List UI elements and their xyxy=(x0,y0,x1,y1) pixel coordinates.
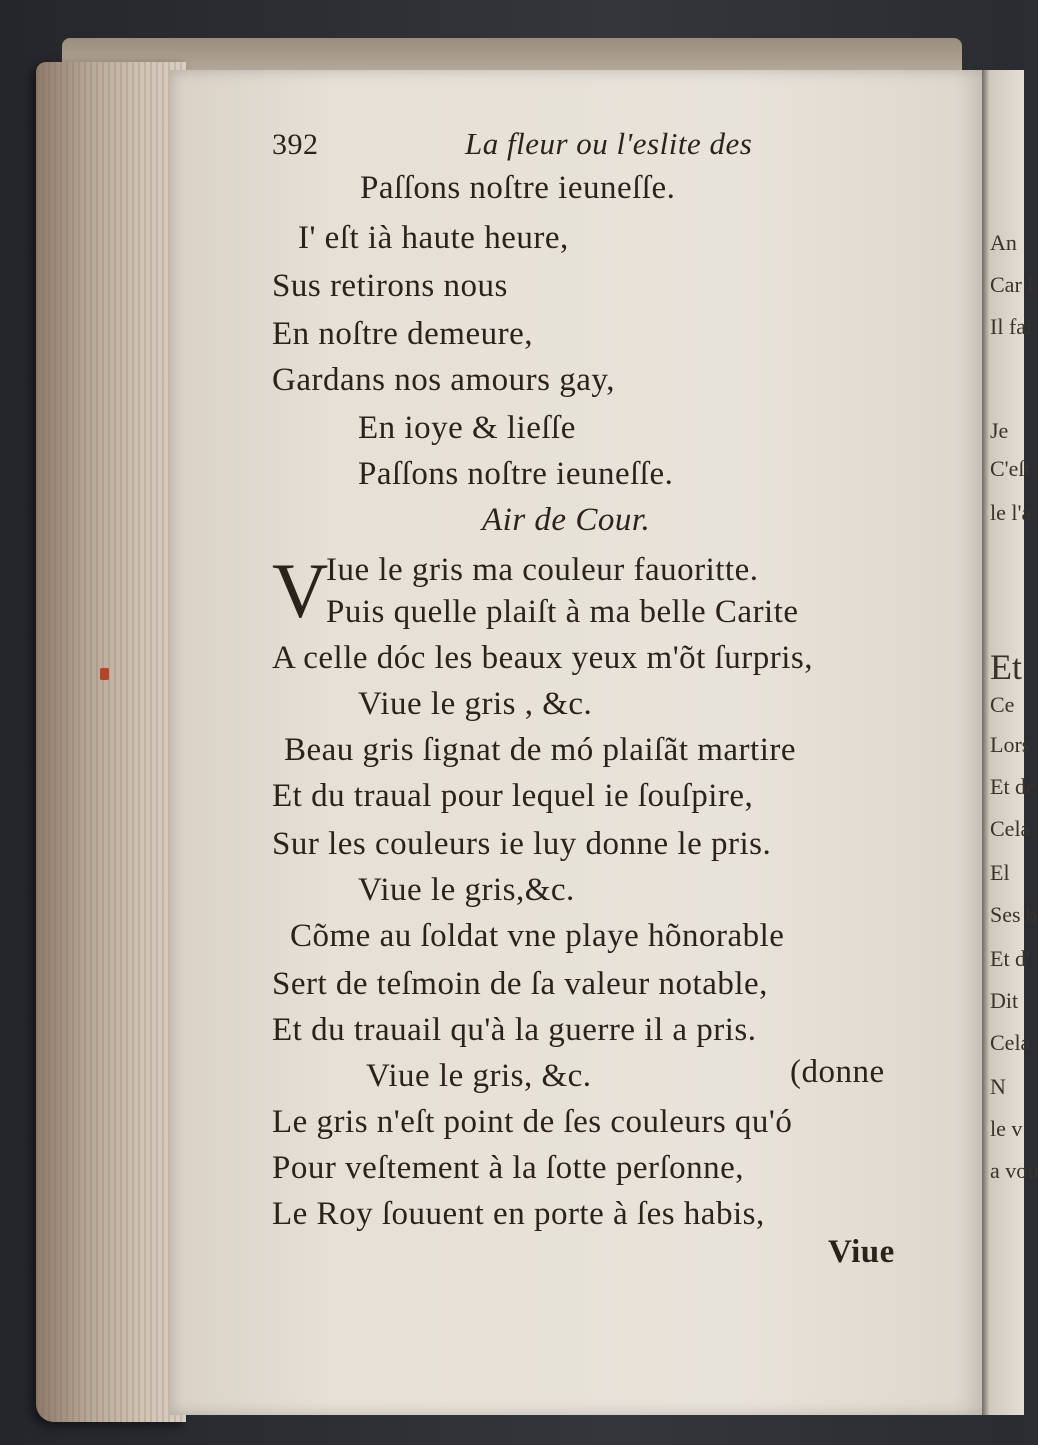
verse-line: Puis quelle plaiſt à ma belle Carite xyxy=(326,594,799,630)
section-title: Air de Cour. xyxy=(482,502,651,538)
next-page-fragment: Lors xyxy=(990,732,1031,757)
verse-line: I' eſt ià haute heure, xyxy=(298,220,569,256)
verse-line: Et du trauail qu'à la guerre il a pris. xyxy=(272,1012,757,1048)
verse-line: Paſſons noſtre ieuneſſe. xyxy=(360,170,676,206)
verse-line: Pour veſtement à la ſotte perſonne, xyxy=(272,1150,745,1186)
verse-line: Sert de teſmoin de ſa valeur notable, xyxy=(272,966,768,1002)
next-page-fragment: Cela xyxy=(990,816,1031,841)
next-page-fragment: Cela xyxy=(990,1030,1031,1055)
next-page-fragment: le v xyxy=(990,1116,1023,1141)
next-page-fragment: Et de xyxy=(990,774,1036,799)
next-page-fragment: Ses b xyxy=(990,902,1038,927)
next-page-fragment: Je xyxy=(990,418,1009,443)
verse-line: Viue le gris, &c. xyxy=(366,1058,592,1094)
verse-line: Iue le gris ma couleur fauoritte. xyxy=(326,552,759,588)
page-number: 392 xyxy=(272,128,319,161)
running-title: La fleur ou l'eslite des xyxy=(465,126,753,161)
next-page-fragment: Et d' xyxy=(990,946,1031,971)
next-page-fragment: Dit xyxy=(990,988,1019,1013)
verse-line: Le Roy ſouuent en porte à ſes habis, xyxy=(272,1196,765,1232)
verse-line: En noſtre demeure, xyxy=(272,316,533,352)
next-page-fragment: An xyxy=(990,230,1017,255)
verse-line: Viue le gris,&c. xyxy=(358,872,575,908)
verse-line: Le gris n'eſt point de ſes couleurs qu'ó xyxy=(272,1104,793,1140)
verse-line: A celle dóc les beaux yeux m'õt ſurpris, xyxy=(272,640,813,676)
verse-line: Sus retirons nous xyxy=(272,268,508,304)
verse-line: Beau gris ſignat de mó plaiſãt martire xyxy=(284,732,797,768)
catchword: Viue xyxy=(828,1234,895,1270)
next-page-fragment: le l'a xyxy=(990,500,1032,525)
next-page-fragment: a vou xyxy=(990,1158,1038,1183)
verse-line: Paſſons noſtre ieuneſſe. xyxy=(358,456,674,492)
verse-line: Viue le gris , &c. xyxy=(358,686,593,722)
next-page-fragment: Ce xyxy=(990,692,1015,717)
right-page-sliver xyxy=(982,70,1038,1415)
red-speck xyxy=(100,668,109,680)
verse-line: Cõme au ſoldat vne playe hõnorable xyxy=(290,918,785,954)
verse-line: En ioye & lieſſe xyxy=(358,410,576,446)
verse-line: Sur les couleurs ie luy donne le pris. xyxy=(272,826,772,862)
next-page-fragment: Et xyxy=(990,647,1022,687)
book-page-edges xyxy=(36,62,186,1422)
next-page-fragment: Car l xyxy=(990,272,1034,297)
drop-cap: V xyxy=(272,547,329,634)
next-page-fragment: Il fai xyxy=(990,314,1033,339)
next-page-fragment: C'eſt xyxy=(990,456,1031,481)
next-page-fragment: El xyxy=(990,860,1010,885)
next-page-fragment: N xyxy=(990,1074,1006,1099)
verse-line: Et du traual pour lequel ie ſouſpire, xyxy=(272,778,754,814)
verse-turnover: (donne xyxy=(790,1054,885,1090)
verse-line: Gardans nos amours gay, xyxy=(272,362,615,398)
